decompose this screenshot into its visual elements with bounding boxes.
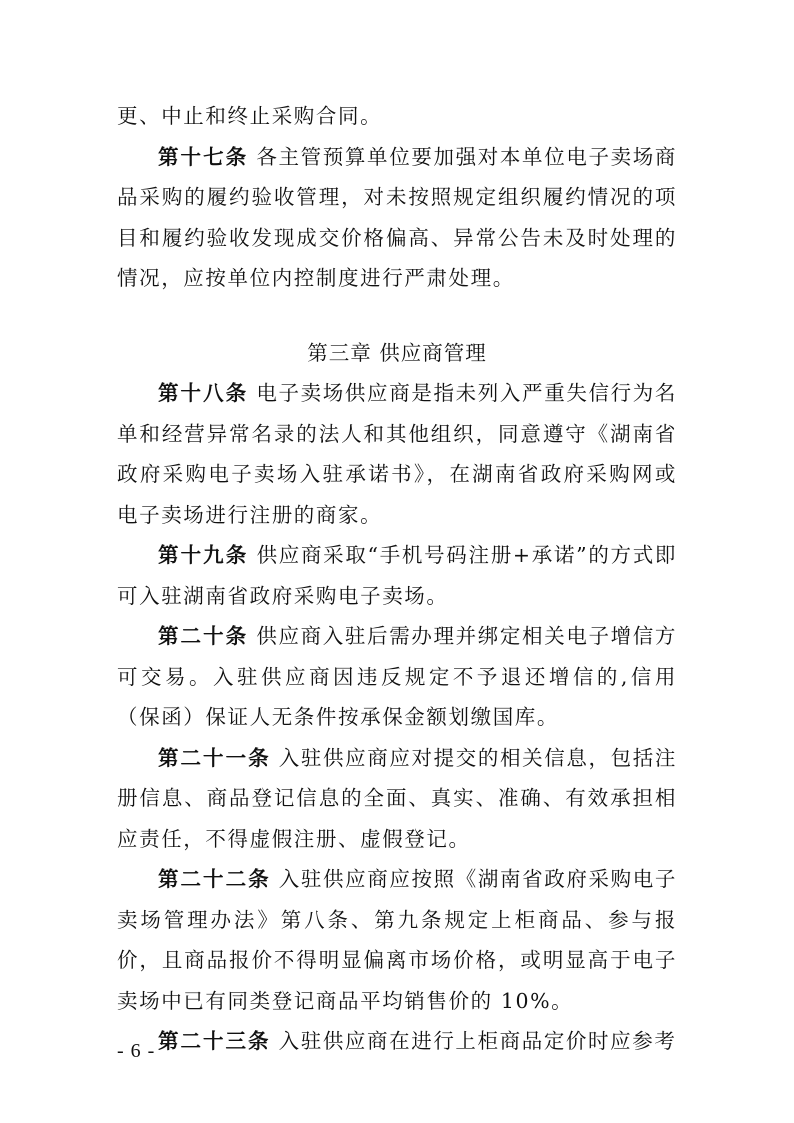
- article-21-text: 入驻供应商应对提交的相关信息，包括注册信息、商品登记信息的全面、真实、准确、有效承担相应责任，不得虚假注册、虚假登记。: [117, 745, 677, 851]
- article-18-paragraph: [117, 373, 677, 535]
- article-21-title: 第二十一条: [158, 745, 271, 770]
- body-text: [117, 96, 677, 1062]
- article-19-text: 供应商采取“手机号码注册+承诺”的方式即可入驻湖南省政府采购电子卖场。: [117, 543, 677, 608]
- article-23-title: 第二十三条: [158, 1029, 271, 1053]
- article-19-title: 第十九条: [158, 543, 249, 567]
- article-20-text: 供应商入驻后需办理并绑定相关电子增信方可交易。入驻供应商因违反规定不予退还增信的,信用（保函）保证人无条件按承保金额划缴国库。: [117, 624, 678, 729]
- article-18-title: 第十八条: [158, 381, 249, 405]
- article-20-paragraph: [117, 616, 677, 738]
- article-22-paragraph: [117, 859, 677, 1021]
- article-19-paragraph: [117, 535, 677, 616]
- article-21-paragraph: [117, 738, 677, 860]
- article-23-text: 入驻供应商在进行上柜商品定价时应参考: [278, 1029, 677, 1053]
- article-20-title: 第二十条: [158, 624, 249, 648]
- article-22-title: 第二十二条: [158, 867, 271, 891]
- article-23-paragraph: [117, 1021, 677, 1062]
- page-number: - 6 -: [117, 1040, 156, 1062]
- article-18-text: 电子卖场供应商是指未列入严重失信行为名单和经营异常名录的法人和其他组织，同意遵守《湖南省政府采购电子卖场入驻承诺书》，在湖南省政府采购网或电子卖场进行注册的商家。: [117, 381, 678, 527]
- continuation-paragraph: 更、中止和终止采购合同。: [117, 104, 383, 128]
- article-17-text: 各主管预算单位要加强对本单位电子卖场商品采购的履约验收管理，对未按照规定组织履约情况的项目和履约验收发现成交价格偏高、异常公告未及时处理的情况，应按单位内控制度进行严肃处理。: [117, 144, 678, 290]
- article-22-text: 入驻供应商应按照《湖南省政府采购电子卖场管理办法》第八条、第九条规定上柜商品、参与报价，且商品报价不得明显偏离市场价格，或明显高于电子卖场中已有同类登记商品平均销售价的 10%。: [117, 867, 677, 1013]
- article-17-title: 第十七条: [158, 144, 249, 169]
- chapter-title: 第三章 供应商管理: [307, 340, 487, 365]
- article-17-paragraph: [117, 137, 677, 299]
